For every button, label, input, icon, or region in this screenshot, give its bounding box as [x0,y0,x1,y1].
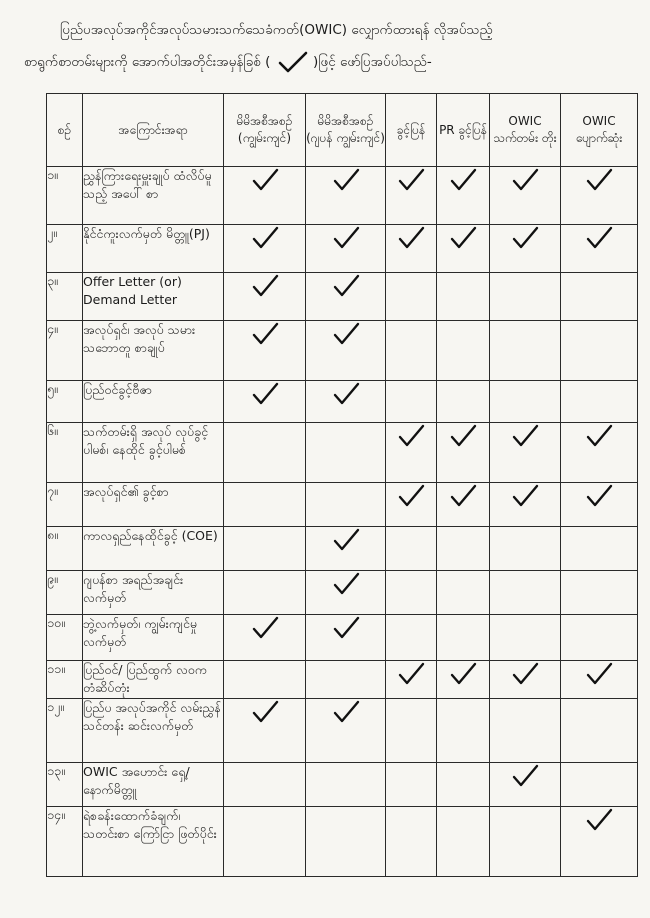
check-cell [306,381,386,423]
check-cell [437,615,490,661]
intro-line-2 [24,46,634,78]
check-cell [224,321,306,381]
check-icon [509,483,541,509]
check-icon [583,661,615,687]
check-cell [224,225,306,273]
header-subject: အကြောင်းအရာ [83,94,224,167]
check-icon [509,423,541,449]
check-cell [386,527,437,571]
table-row [47,661,638,699]
check-cell [224,483,306,527]
check-icon [509,763,541,789]
check-cell [490,423,561,483]
table-row [47,321,638,381]
check-cell [490,381,561,423]
check-cell [306,763,386,807]
check-icon [249,615,281,641]
row-number: ၆။ [47,423,83,483]
header-own-skilled: မိမိအစီအစဉ် (ကျွမ်းကျင်) [224,94,306,167]
check-cell [561,699,638,763]
row-document-name: အလုပ်ရှင်၏ ခွင့်စာ [83,483,224,527]
row-number: ၁၄။ [47,807,83,877]
row-document-name: ပြည်ဝင်/ ပြည်ထွက် လဝက တံဆိပ်တုံး [83,661,224,699]
row-number: ၁၀။ [47,615,83,661]
check-cell [306,571,386,615]
row-number: ၄။ [47,321,83,381]
check-icon [330,699,362,725]
check-cell [386,167,437,225]
row-document-name: ရဲစခန်းထောက်ခံချက်၊ သတင်းစာ ကြော်ငြာ ဖြတ်ပိုင်း [83,807,224,877]
check-cell [224,807,306,877]
check-cell [490,615,561,661]
check-cell [561,615,638,661]
check-icon [395,167,427,193]
check-cell [490,321,561,381]
check-cell [224,661,306,699]
intro-line-2-start: စာရွက်စာတမ်းများကို အောက်ပါအတိုင်းအမှန်ခြစ် ( [24,54,271,70]
check-cell [386,661,437,699]
check-cell [306,615,386,661]
check-cell [490,527,561,571]
check-cell [386,571,437,615]
check-icon [395,423,427,449]
check-cell [437,321,490,381]
row-document-name: ဂျပန်စာ အရည်အချင်း လက်မှတ် [83,571,224,615]
check-icon [583,423,615,449]
row-document-name: သက်တမ်းရှိ အလုပ် လုပ်ခွင့်ပါမစ်၊ နေထိုင် ခွင့်ပါမစ် [83,423,224,483]
check-cell [490,699,561,763]
check-cell [224,167,306,225]
check-icon [330,225,362,251]
check-cell [306,483,386,527]
check-cell [437,699,490,763]
check-cell [561,807,638,877]
check-cell [386,807,437,877]
row-document-name: Offer Letter (or) Demand Letter [83,273,224,321]
check-cell [306,167,386,225]
check-cell [386,225,437,273]
row-number: ၃။ [47,273,83,321]
check-cell [386,321,437,381]
check-cell [224,615,306,661]
check-icon [447,225,479,251]
check-cell [224,381,306,423]
row-number: ၈။ [47,527,83,571]
intro-line-2-end: )ဖြင့် ဖော်ပြအပ်ပါသည်- [313,54,432,70]
check-icon [583,167,615,193]
check-cell [561,483,638,527]
check-cell [490,763,561,807]
check-cell [437,807,490,877]
check-icon [395,661,427,687]
check-icon [447,167,479,193]
check-icon [330,381,362,407]
check-cell [224,763,306,807]
row-document-name: နိုင်ငံကူးလက်မှတ် မိတ္တူ(PJ) [83,225,224,273]
check-cell [561,763,638,807]
check-cell [224,273,306,321]
check-cell [561,423,638,483]
check-cell [437,273,490,321]
row-number: ၂။ [47,225,83,273]
check-cell [490,273,561,321]
row-document-name: OWIC အဟောင်း ရှေ့/ နောက်မိတ္တူ [83,763,224,807]
check-cell [490,167,561,225]
check-cell [561,527,638,571]
check-cell [437,483,490,527]
check-cell [490,807,561,877]
check-cell [561,167,638,225]
check-cell [561,225,638,273]
row-document-name: ကာလရှည်နေထိုင်ခွင့် (COE) [83,527,224,571]
check-cell [437,381,490,423]
table-row [47,423,638,483]
header-own-japan-skilled: မိမိအစီအစဉ် (ဂျပန် ကျွမ်းကျင်) [306,94,386,167]
check-icon [395,225,427,251]
table-row [47,225,638,273]
check-icon [583,225,615,251]
row-number: ၁၂။ [47,699,83,763]
table-row [47,807,638,877]
check-icon [447,661,479,687]
row-document-name: ဘွဲ့လက်မှတ်၊ ကျွမ်းကျင်မှုလက်မှတ် [83,615,224,661]
row-document-name: ညွှန်ကြားရေးမှူးချုပ် ထံလိပ်မူသည့် အပေါ် စာ [83,167,224,225]
check-cell [306,225,386,273]
check-cell [306,807,386,877]
check-icon [330,615,362,641]
check-icon [447,423,479,449]
intro-line-1: ပြည်ပအလုပ်အကိုင်အလုပ်သမားသက်သေခံကတ်(OWIC) လျှောက်ထားရန် လိုအပ်သည့် [60,22,493,38]
check-cell [561,571,638,615]
check-cell [306,321,386,381]
table-row [47,615,638,661]
row-document-name: ပြည်ဝင်ခွင့်ဗီဇာ [83,381,224,423]
check-cell [386,699,437,763]
check-cell [490,661,561,699]
documents-table [46,93,638,877]
check-icon [509,225,541,251]
check-icon [330,321,362,347]
check-icon [330,571,362,597]
check-icon [330,167,362,193]
check-cell [561,381,638,423]
check-cell [306,661,386,699]
table-row [47,167,638,225]
row-number: ၅။ [47,381,83,423]
check-cell [224,527,306,571]
check-cell [306,699,386,763]
header-owic-lost: OWIC ပျောက်ဆုံး [561,94,638,167]
row-number: ၇။ [47,483,83,527]
row-number: ၁။ [47,167,83,225]
table-row [47,571,638,615]
check-icon [330,273,362,299]
check-icon [275,51,309,73]
check-icon [583,483,615,509]
check-cell [561,273,638,321]
check-icon [447,483,479,509]
row-number: ၉။ [47,571,83,615]
check-cell [386,483,437,527]
check-cell [386,423,437,483]
check-cell [386,763,437,807]
table-row [47,527,638,571]
check-icon [249,699,281,725]
header-pr-return: PR ခွင့်ပြန် [437,94,490,167]
row-number: ၁၁။ [47,661,83,699]
table-row [47,763,638,807]
check-cell [561,661,638,699]
check-cell [306,423,386,483]
check-icon [395,483,427,509]
check-icon [509,167,541,193]
check-cell [306,273,386,321]
row-number: ၁၃။ [47,763,83,807]
check-cell [386,273,437,321]
check-cell [224,423,306,483]
check-icon [583,807,615,833]
check-cell [490,225,561,273]
row-document-name: အလုပ်ရှင်၊ အလုပ် သမား သဘောတူ စာချုပ် [83,321,224,381]
check-cell [386,381,437,423]
intro-paragraph [24,14,634,78]
check-icon [330,527,362,553]
header-leave-return: ခွင့်ပြန် [386,94,437,167]
check-cell [437,763,490,807]
check-cell [437,167,490,225]
check-cell [306,527,386,571]
check-cell [224,699,306,763]
check-icon [249,225,281,251]
check-cell [437,661,490,699]
check-cell [490,571,561,615]
check-cell [437,571,490,615]
check-cell [561,321,638,381]
check-cell [437,423,490,483]
table-row [47,273,638,321]
check-cell [490,483,561,527]
row-document-name: ပြည်ပ အလုပ်အကိုင် လမ်းညွှန် သင်တန်း ဆင်းလက်မှတ် [83,699,224,763]
check-icon [249,273,281,299]
check-cell [437,527,490,571]
header-owic-renewal: OWIC သက်တမ်း တိုး [490,94,561,167]
check-icon [509,661,541,687]
check-cell [386,615,437,661]
table-row [47,699,638,763]
check-icon [249,167,281,193]
table-row [47,381,638,423]
check-icon [249,381,281,407]
header-no: စဉ် [47,94,83,167]
table-header-row [47,94,638,167]
check-icon [249,321,281,347]
table-row [47,483,638,527]
check-cell [437,225,490,273]
check-cell [224,571,306,615]
